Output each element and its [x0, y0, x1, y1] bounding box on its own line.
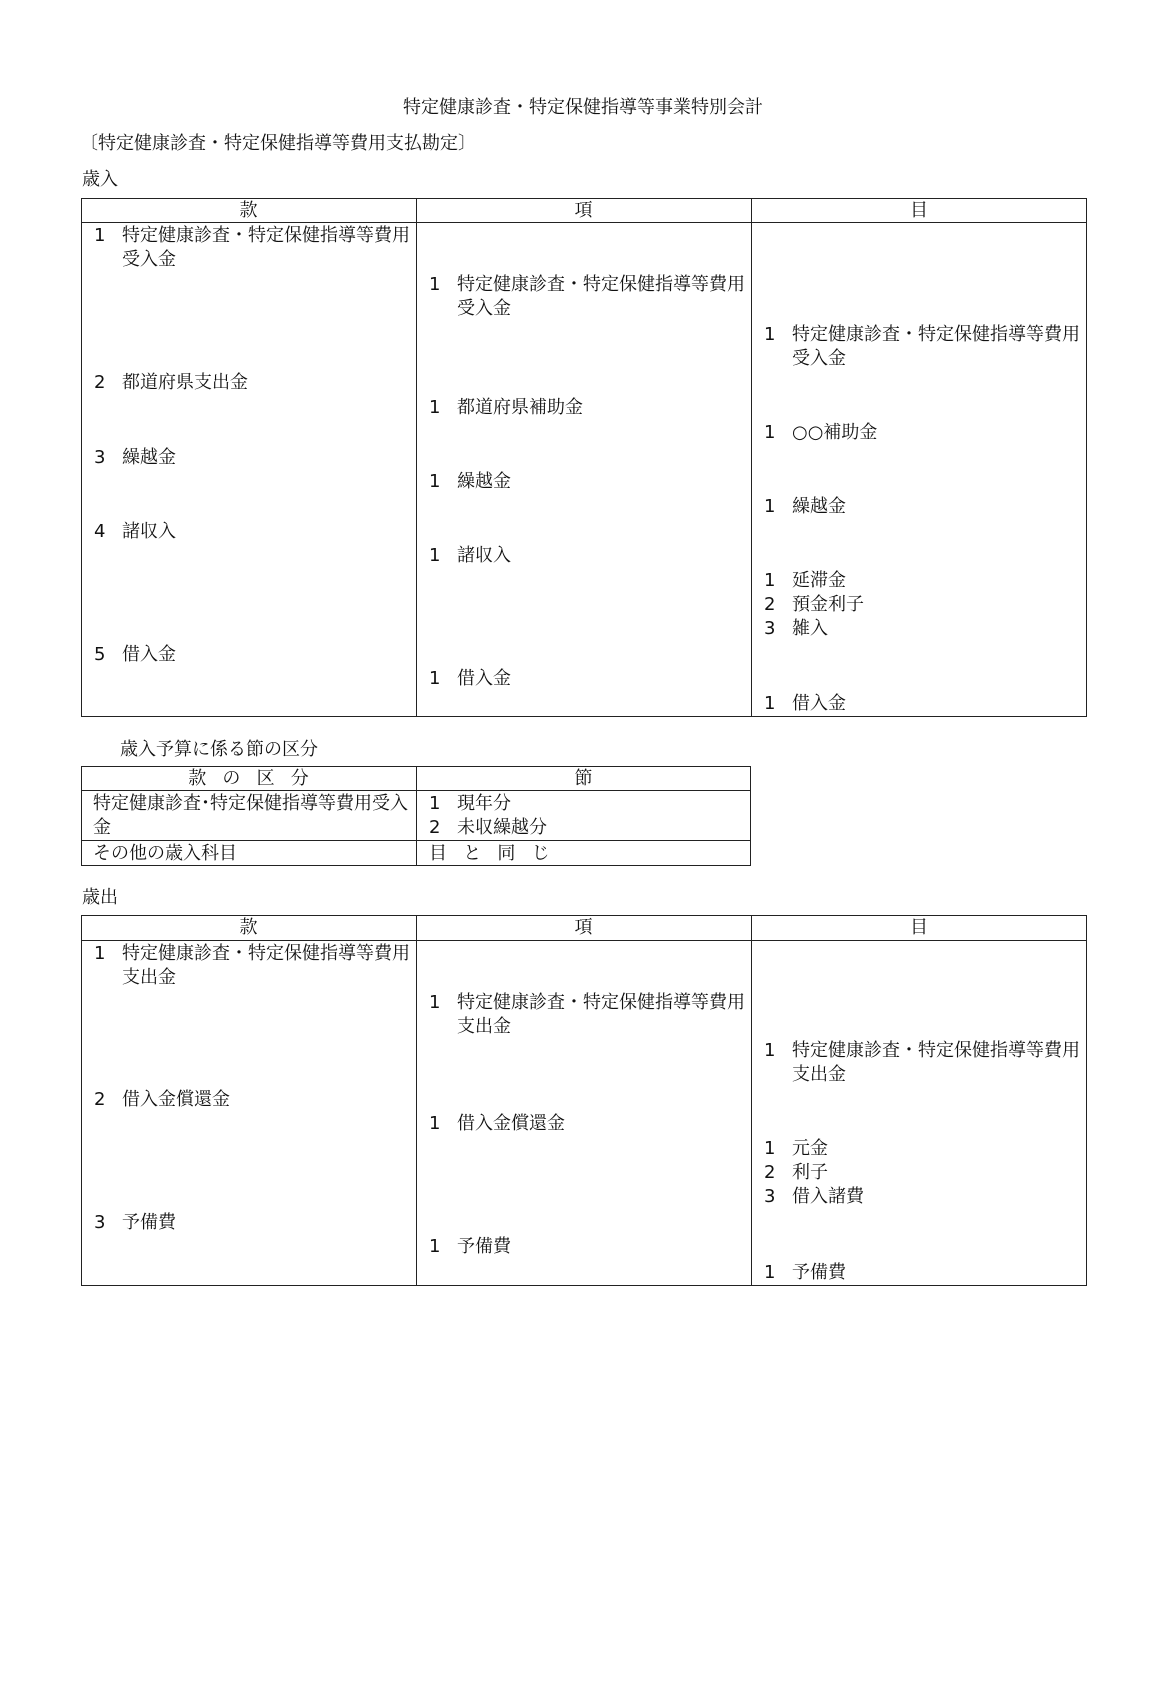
expenditure-heading: 歳出: [82, 887, 118, 908]
item-text: 繰越金: [122, 447, 176, 468]
item-number: 1: [429, 545, 441, 566]
section-division-heading: 歳入予算に係る節の区分: [120, 739, 318, 760]
item-number: 1: [764, 693, 776, 714]
item-text: 借入金償還金: [457, 1113, 565, 1134]
expenditure-header-kan: 款: [239, 917, 258, 938]
item-text: 予備費: [792, 1262, 846, 1283]
item-text: 利子: [792, 1162, 828, 1183]
item-number: 1: [94, 225, 106, 246]
document-title: 特定健康診査・特定保健指導等事業特別会計: [403, 97, 763, 118]
item-text: 現年分: [457, 793, 511, 814]
item-number: 1: [764, 570, 776, 591]
item-number: 1: [764, 1040, 776, 1061]
item-text: 借入金: [792, 693, 846, 714]
expenditure-header-divider: [81, 940, 1087, 941]
item-number: 3: [94, 447, 106, 468]
item-number: 1: [764, 1262, 776, 1283]
document-subtitle: 〔特定健康診査・特定保健指導等費用支払勘定〕: [80, 133, 476, 154]
item-text: 特定健康診査・特定保健指導等費用支出金: [457, 992, 745, 1037]
item-text: 借入金: [457, 668, 511, 689]
item-number: 1: [94, 943, 106, 964]
item-number: 1: [429, 1236, 441, 1257]
section-row-kan: 特定健康診査･特定保健指導等費用受入金: [93, 793, 408, 838]
item-text: 借入金償還金: [122, 1089, 230, 1110]
item-text: 予備費: [457, 1236, 511, 1257]
expenditure-header-moku: 目: [910, 917, 928, 938]
item-text: 特定健康診査・特定保健指導等費用支出金: [792, 1040, 1080, 1085]
item-number: 2: [764, 1162, 776, 1183]
item-number: 1: [764, 324, 776, 345]
item-text: 借入金: [122, 644, 176, 665]
item-text: 借入諸費: [792, 1186, 864, 1207]
item-number: 4: [94, 521, 106, 542]
revenue-header-moku: 目: [910, 200, 928, 221]
item-text: 諸収入: [122, 521, 176, 542]
expenditure-col-divider-2: [751, 915, 752, 1286]
expenditure-header-kou: 項: [574, 917, 593, 938]
item-number: 1: [764, 496, 776, 517]
item-number: 1: [429, 397, 441, 418]
item-number: 1: [429, 668, 441, 689]
item-number: 5: [94, 644, 106, 665]
item-text: 都道府県補助金: [457, 397, 583, 418]
item-number: 2: [429, 817, 441, 838]
item-text: 未収繰越分: [457, 817, 547, 838]
section-row-kan: その他の歳入科目: [93, 843, 237, 864]
item-number: 1: [429, 274, 441, 295]
item-text: 特定健康診査・特定保健指導等費用受入金: [792, 324, 1080, 369]
item-text: 予備費: [122, 1212, 176, 1233]
item-number: 2: [764, 594, 776, 615]
item-number: 3: [764, 1186, 776, 1207]
item-text: 特定健康診査・特定保健指導等費用受入金: [457, 274, 745, 319]
item-text: 延滞金: [792, 570, 846, 591]
item-number: 1: [429, 992, 441, 1013]
item-text: 都道府県支出金: [122, 372, 248, 393]
revenue-heading: 歳入: [82, 169, 118, 190]
section-header-kan: 款の区分: [188, 768, 325, 789]
section-header-setsu: 節: [574, 768, 593, 789]
item-number: 1: [429, 793, 441, 814]
item-number: 2: [94, 372, 106, 393]
section-row-setsu: 目と同じ: [429, 843, 566, 864]
item-text: ○○補助金: [792, 422, 878, 443]
item-number: 1: [429, 1113, 441, 1134]
item-number: 2: [94, 1089, 106, 1110]
item-number: 1: [764, 1138, 776, 1159]
revenue-header-kou: 項: [574, 200, 593, 221]
item-text: 繰越金: [457, 471, 511, 492]
item-number: 3: [764, 618, 776, 639]
item-text: 元金: [792, 1138, 828, 1159]
item-text: 諸収入: [457, 545, 511, 566]
item-number: 3: [94, 1212, 106, 1233]
item-text: 特定健康診査・特定保健指導等費用受入金: [122, 225, 410, 270]
item-text: 特定健康診査・特定保健指導等費用支出金: [122, 943, 410, 988]
item-text: 預金利子: [792, 594, 864, 615]
item-number: 1: [764, 422, 776, 443]
item-text: 雑入: [792, 618, 828, 639]
revenue-header-kan: 款: [239, 200, 258, 221]
item-text: 繰越金: [792, 496, 846, 517]
item-number: 1: [429, 471, 441, 492]
